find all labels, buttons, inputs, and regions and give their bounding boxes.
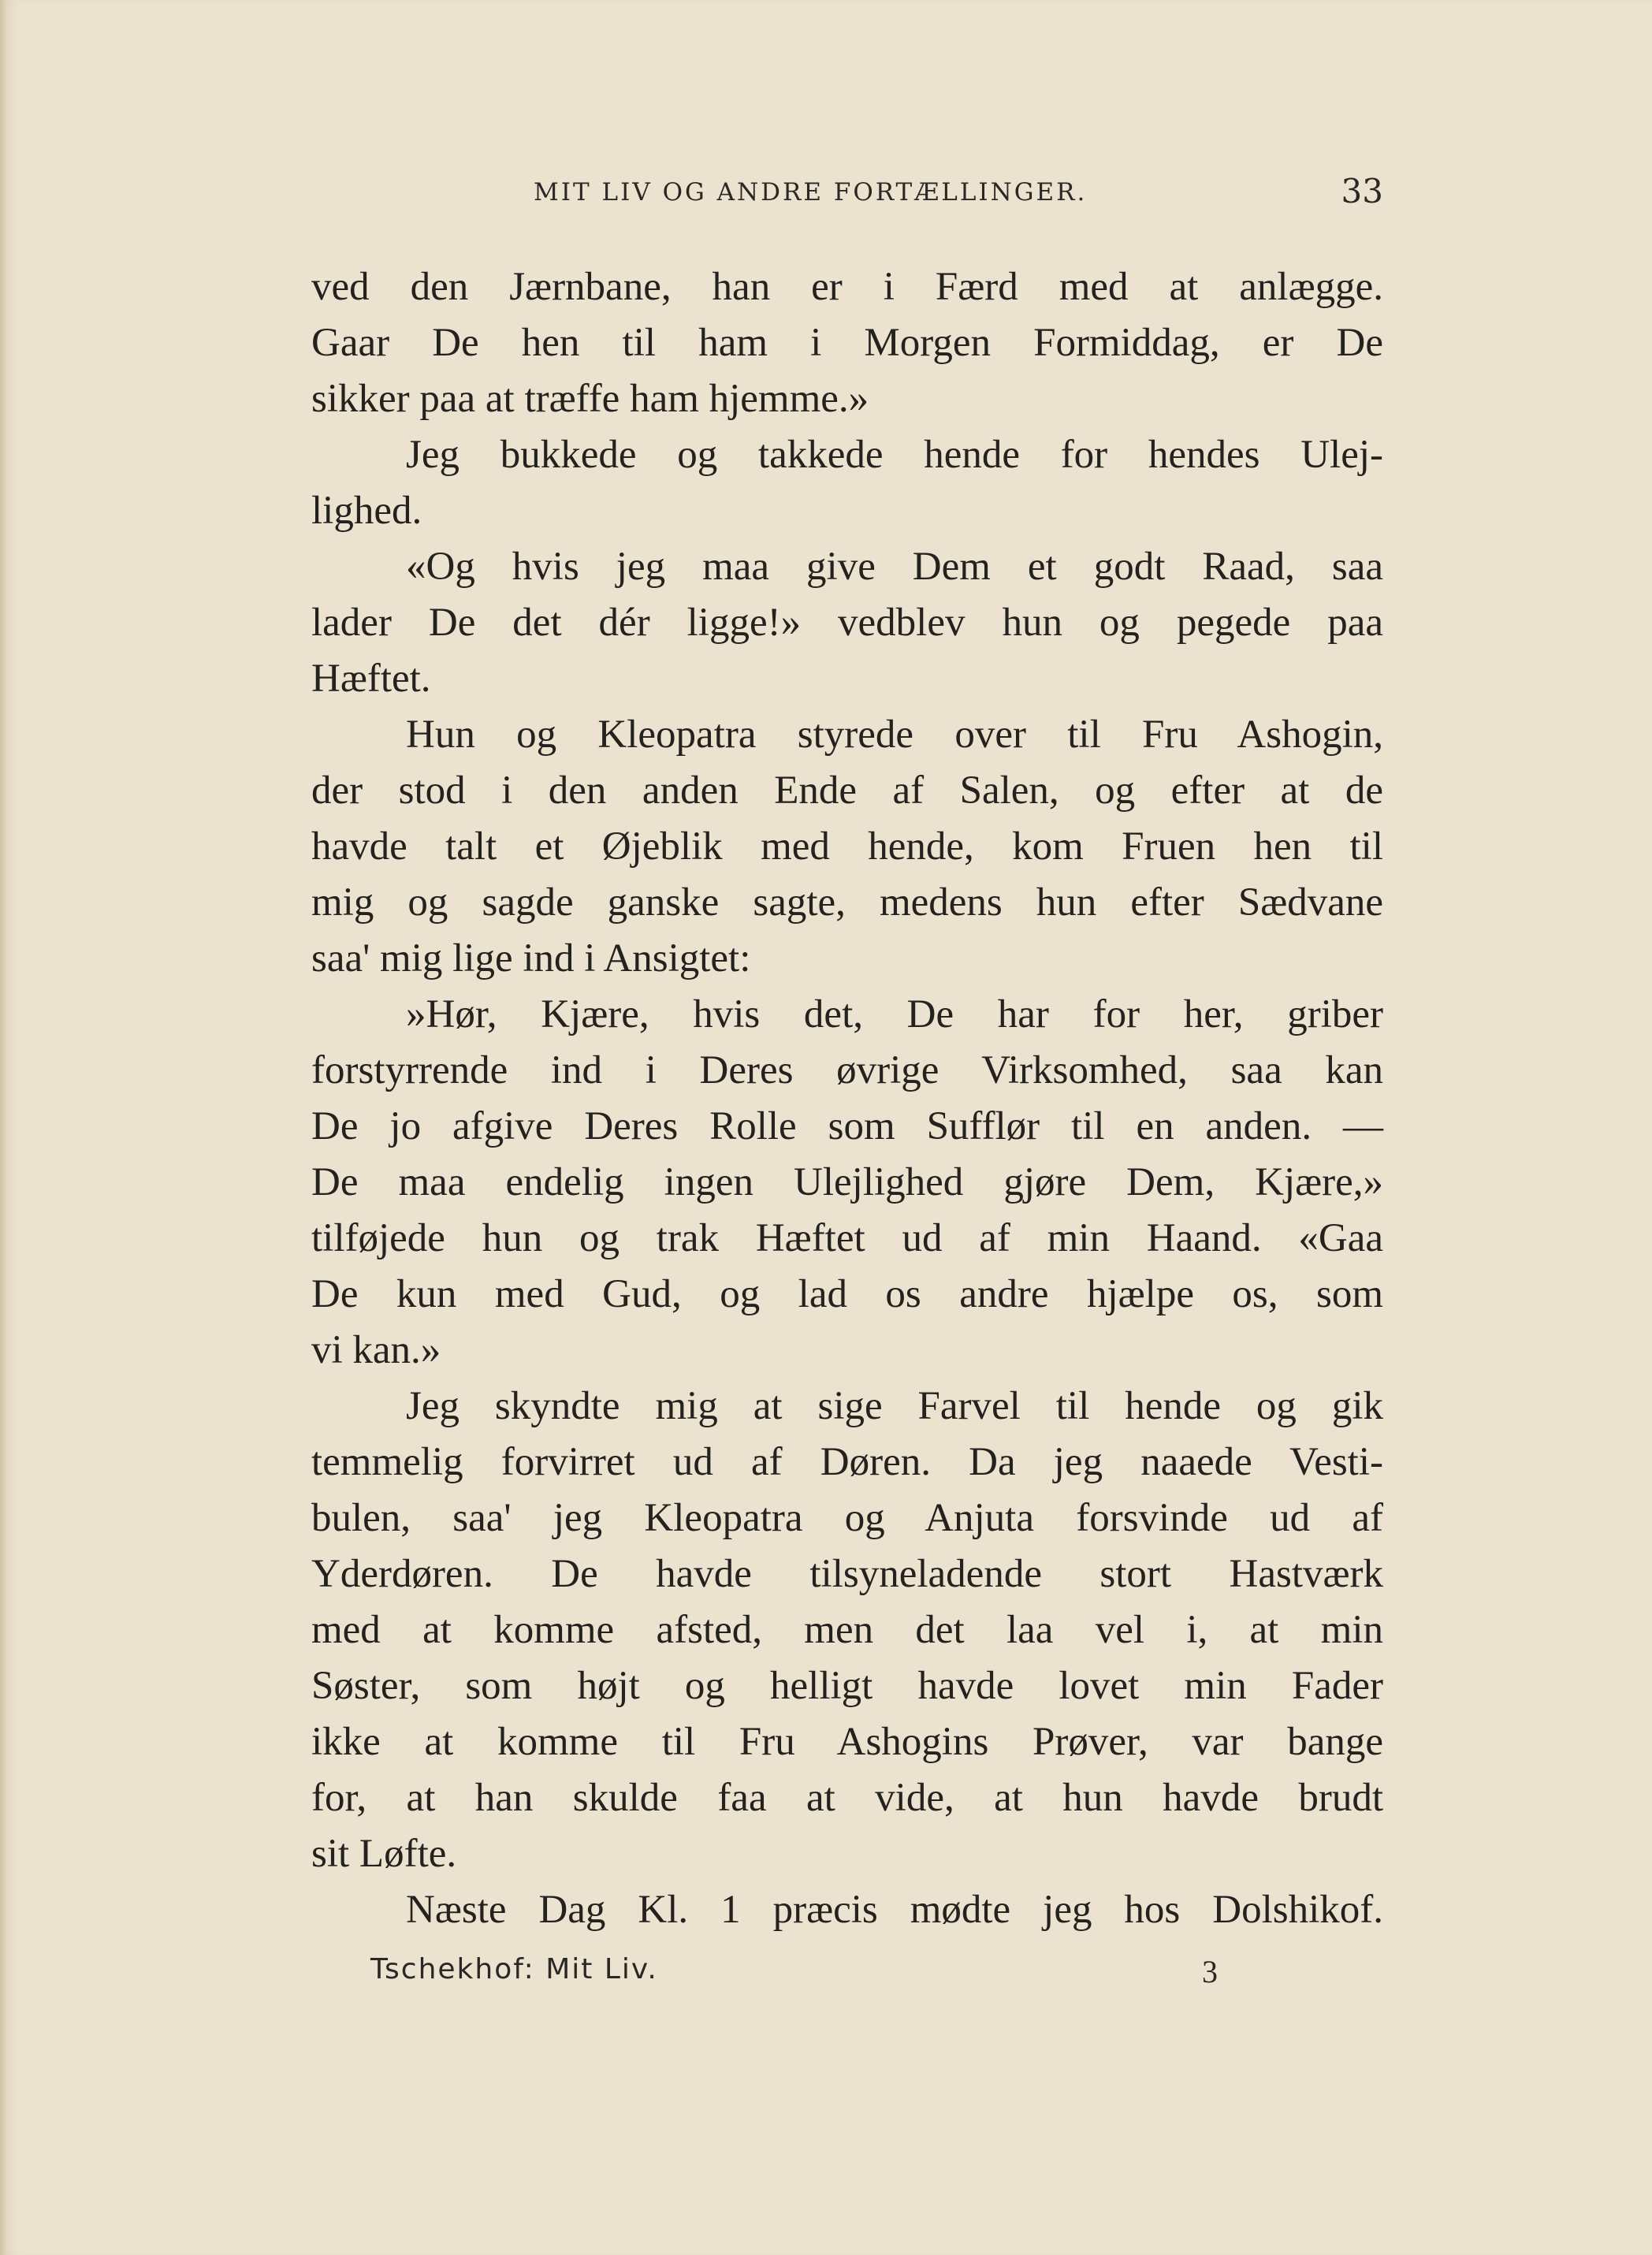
text-line: tilføjede hun og trak Hæftet ud af min Haand. «Gaa <box>311 1216 1383 1260</box>
page-binding-edge <box>0 0 8 2255</box>
text-line: sikker paa at træffe ham hjemme.» <box>311 377 869 421</box>
text-line: Jeg bukkede og takkede hende for hendes Ulej- <box>406 433 1383 477</box>
running-title: MIT LIV OG ANDRE FORTÆLLINGER. <box>534 178 1088 207</box>
text-line: bulen, saa' jeg Kleopatra og Anjuta forsvinde ud af <box>311 1496 1383 1540</box>
text-line: De jo afgive Deres Rolle som Sufflør til en anden. — <box>311 1104 1383 1148</box>
text-line: mig og sagde ganske sagte, medens hun efter Sædvane <box>311 880 1383 925</box>
text-line: forstyrrende ind i Deres øvrige Virksomhed, saa kan <box>311 1048 1383 1092</box>
text-line: lader De det dér ligge!» vedblev hun og pegede paa <box>311 601 1383 645</box>
page-number: 33 <box>1341 172 1383 210</box>
text-line: Hun og Kleopatra styrede over til Fru Ashogin, <box>406 713 1383 757</box>
text-line: Jeg skyndte mig at sige Farvel til hende og gik <box>406 1384 1383 1428</box>
text-line: med at komme afsted, men det laa vel i, at min <box>311 1608 1383 1652</box>
text-line: sit Løfte. <box>311 1832 457 1876</box>
text-line: Næste Dag Kl. 1 præcis mødte jeg hos Dolshikof. <box>406 1888 1383 1932</box>
text-line: havde talt et Øjeblik med hende, kom Fruen hen til <box>311 824 1383 869</box>
text-line: der stod i den anden Ende af Salen, og efter at de <box>311 768 1383 813</box>
text-line: De maa endelig ingen Ulejlighed gjøre Dem, Kjære,» <box>311 1160 1383 1204</box>
text-line: vi kan.» <box>311 1328 441 1372</box>
text-line: Hæftet. <box>311 657 431 701</box>
text-line: saa' mig lige ind i Ansigtet: <box>311 936 751 981</box>
text-line: for, at han skulde faa at vide, at hun havde brudt <box>311 1776 1383 1820</box>
page-footer <box>370 1947 1218 1994</box>
text-line: Søster, som højt og helligt havde lovet min Fader <box>311 1664 1383 1708</box>
text-line: De kun med Gud, og lad os andre hjælpe os, som <box>311 1272 1383 1316</box>
text-line: Gaar De hen til ham i Morgen Formiddag, er De <box>311 321 1383 365</box>
body-text <box>311 259 1383 1938</box>
text-line: ikke at komme til Fru Ashogins Prøver, var bange <box>311 1720 1383 1764</box>
text-line: »Hør, Kjære, hvis det, De har for her, griber <box>406 992 1383 1036</box>
text-line: Yderdøren. De havde tilsyneladende stort Hastværk <box>311 1552 1383 1596</box>
text-line: ved den Jærnbane, han er i Færd med at anlægge. <box>311 265 1383 309</box>
text-line: temmelig forvirret ud af Døren. Da jeg naaede Vesti- <box>311 1440 1383 1484</box>
running-head <box>311 167 1383 214</box>
text-line: «Og hvis jeg maa give Dem et godt Raad, saa <box>406 545 1383 589</box>
text-line: lighed. <box>311 489 422 533</box>
sheet-number: 3 <box>1202 1954 1218 1989</box>
footer-signature: Tschekhof: Mit Liv. <box>370 1953 658 1985</box>
